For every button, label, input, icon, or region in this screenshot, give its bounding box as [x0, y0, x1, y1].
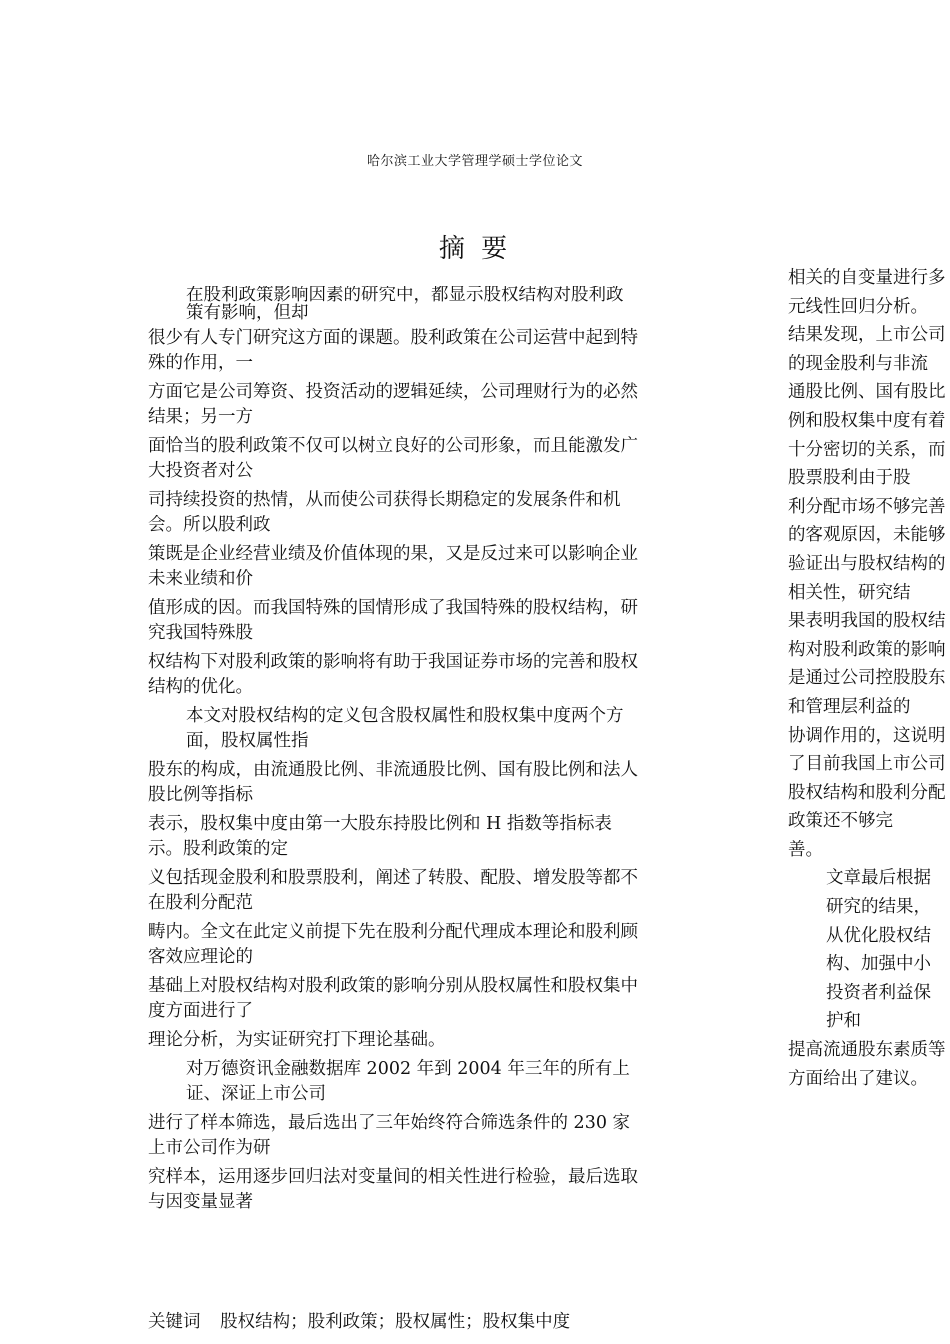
abstract-side-line: 结果发现，上市公司的现金股利与非流: [788, 325, 946, 374]
keywords-terms: 股权结构；股利政策；股权属性；股权集中度: [220, 1312, 571, 1332]
abstract-line: 究样本，运用逐步回归法对变量间的相关性进行检验，最后选取与因变量显著: [148, 1167, 638, 1212]
abstract-line: 股东的构成，由流通股比例、非流通股比例、国有股比例和法人股比例等指标: [148, 760, 638, 805]
abstract-line: 义包括现金股利和股票股利，阐述了转股、配股、增发股等都不在股利分配范: [148, 868, 638, 913]
abstract-line: 理论分析，为实证研究打下理论基础。: [148, 1030, 446, 1050]
abstract-line: 本文对股权结构的定义包含股权属性和股权集中度两个方面，股权属性指: [186, 706, 624, 751]
abstract-line: 很少有人专门研究这方面的课题。股利政策在公司运营中起到特殊的作用，一: [148, 328, 638, 373]
keywords-line: [148, 1309, 570, 1335]
abstract-side-line: 提高流通股东素质等方面给出了建议。: [788, 1040, 946, 1089]
abstract-side-line: 善。: [788, 839, 823, 860]
abstract-side-line: 通股比例、国有股比例和股权集中度有着十分密切的关系，而股票股利由于股: [788, 382, 946, 489]
abstract-line: 在股利政策影响因素的研究中，都显示股权结构对股利政策有影响，但却: [186, 286, 624, 322]
abstract-side-line: 利分配市场不够完善的客观原因，未能够验证出与股权结构的相关性，研究结: [788, 496, 946, 603]
abstract-side-line: 文章最后根据研究的结果，从优化股权结构、加强中小投资者利益保护和: [826, 868, 931, 1032]
abstract-line: 基础上对股权结构对股利政策的影响分别从股权属性和股权集中度方面进行了: [148, 976, 638, 1021]
abstract-line: 值形成的因。而我国特殊的国情形成了我国特殊的股权结构，研究我国特殊股: [148, 598, 638, 643]
abstract-title: 摘 要: [438, 234, 512, 264]
running-header: 哈尔滨工业大学管理学硕士学位论文: [366, 154, 583, 169]
abstract-side-line: 果表明我国的股权结构对股利政策的影响是通过公司控股股东和管理层利益的: [788, 611, 946, 717]
abstract-main-column: [148, 286, 640, 1219]
abstract-line: 方面它是公司筹资、投资活动的逻辑延续，公司理财行为的必然结果；另一方: [148, 382, 638, 427]
abstract-line: 权结构下对股利政策的影响将有助于我国证券市场的完善和股权结构的优化。: [148, 652, 638, 697]
abstract-line: 策既是企业经营业绩及价值体现的果，又是反过来可以影响企业未来业绩和价: [148, 544, 638, 589]
abstract-line: 司持续投资的热情，从而使公司获得长期稳定的发展条件和机会。所以股利政: [148, 490, 621, 535]
abstract-line: 面恰当的股利政策不仅可以树立良好的公司形象，而且能激发广大投资者对公: [148, 436, 638, 481]
abstract-side-column: [788, 264, 950, 1093]
abstract-line: 进行了样本筛选，最后选出了三年始终符合筛选条件的 230 家上市公司作为研: [148, 1113, 631, 1158]
abstract-line: 表示，股权集中度由第一大股东持股比例和 H 指数等指标表示。股利政策的定: [148, 814, 612, 859]
abstract-side-line: 协调作用的，这说明了目前我国上市公司股权结构和股利分配政策还不够完: [788, 725, 946, 832]
abstract-line: 对万德资讯金融数据库 2002 年到 2004 年三年的所有上证、深证上市公司: [186, 1059, 630, 1104]
abstract-side-line: 相关的自变量进行多元线性回归分析。: [788, 268, 946, 317]
abstract-line: 畴内。全文在此定义前提下先在股利分配代理成本理论和股利顾客效应理论的: [148, 922, 638, 967]
keywords-label: 关键词: [148, 1312, 201, 1332]
